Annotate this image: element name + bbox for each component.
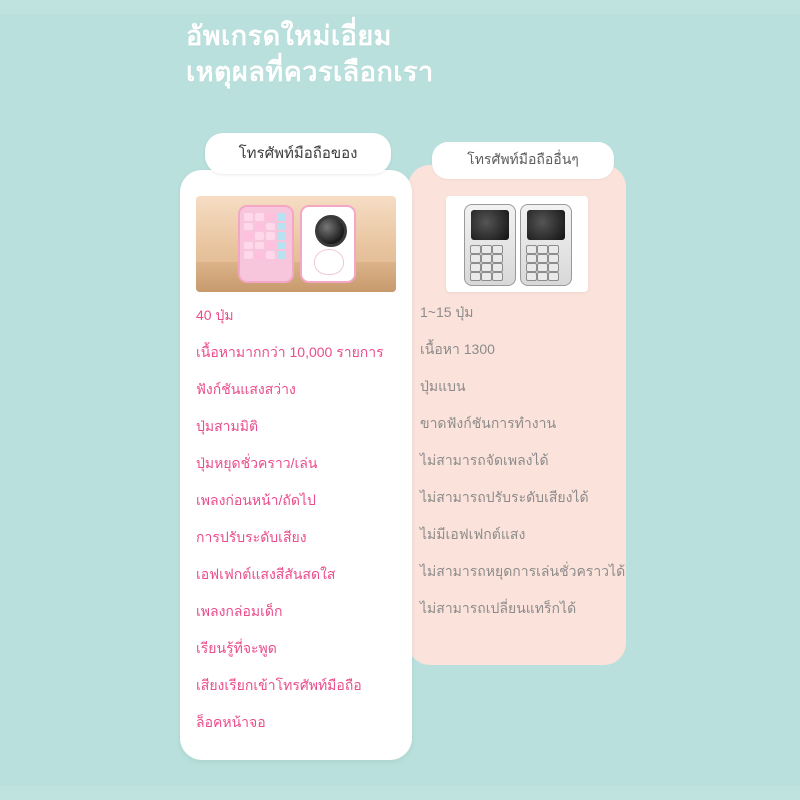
list-item: ไม่สามารถปรับระดับเสียงได้ [420,489,589,505]
list-item: ไม่มีเอฟเฟกต์แสง [420,526,526,542]
list-item: การปรับระดับเสียง [196,529,307,545]
remote-keypad-icon [470,245,510,279]
our-feature-list [196,306,406,750]
our-phone-tab: โทรศัพท์มือถือของ [205,133,391,174]
our-phone-photo [196,196,396,292]
other-feature-list [420,303,626,636]
headline-line-2: เหตุผลที่ควรเลือกเรา [186,57,434,87]
list-item: เพลงกล่อมเด็ก [196,603,283,619]
list-item: ขาดฟังก์ชันการทำงาน [420,415,557,431]
camera-lens-icon [315,215,347,247]
bunny-icon [314,249,344,275]
list-item: ปุ่มหยุดชั่วคราว/เล่น [196,455,318,471]
list-item: ฟังก์ชันแสงสว่าง [196,381,296,397]
toy-phone-keypad-icon [244,213,286,259]
list-item: 1~15 ปุ่ม [420,304,474,320]
list-item: เนื้อหา 1300 [420,341,495,357]
list-item: เนื้อหามากกว่า 10,000 รายการ [196,344,384,360]
list-item: เอฟเฟกต์แสงสีสันสดใส [196,566,336,582]
remote-screen-icon [471,210,509,240]
background-band-bottom [0,786,800,800]
photo-table-surface [196,262,396,292]
other-phones-photo [446,196,588,292]
toy-phone-back-icon [300,205,356,283]
other-phones-tab: โทรศัพท์มือถืออื่นๆ [432,142,614,179]
remote-screen-icon [527,210,565,240]
list-item: ปุ่มสามมิติ [196,418,259,434]
list-item: ไม่สามารถหยุดการเล่นชั่วคราวได้ [420,563,626,579]
list-item: เรียนรู้ที่จะพูด [196,640,277,656]
list-item: ไม่สามารถจัดเพลงได้ [420,452,549,468]
remote-device-icon [464,204,516,286]
page-title [186,18,746,90]
list-item: ล็อคหน้าจอ [196,714,266,730]
background-band-top [0,0,800,14]
list-item: ปุ่มแบน [420,378,466,394]
remote-device-icon [520,204,572,286]
remote-keypad-icon [526,245,566,279]
toy-phone-icon [238,205,294,283]
list-item: เสียงเรียกเข้าโทรศัพท์มือถือ [196,677,362,693]
list-item: 40 ปุ่ม [196,307,234,323]
list-item: ไม่สามารถเปลี่ยนแทร็กได้ [420,600,577,616]
list-item: เพลงก่อนหน้า/ถัดไป [196,492,316,508]
headline-line-1: อัพเกรดใหม่เอี่ยม [186,21,392,51]
